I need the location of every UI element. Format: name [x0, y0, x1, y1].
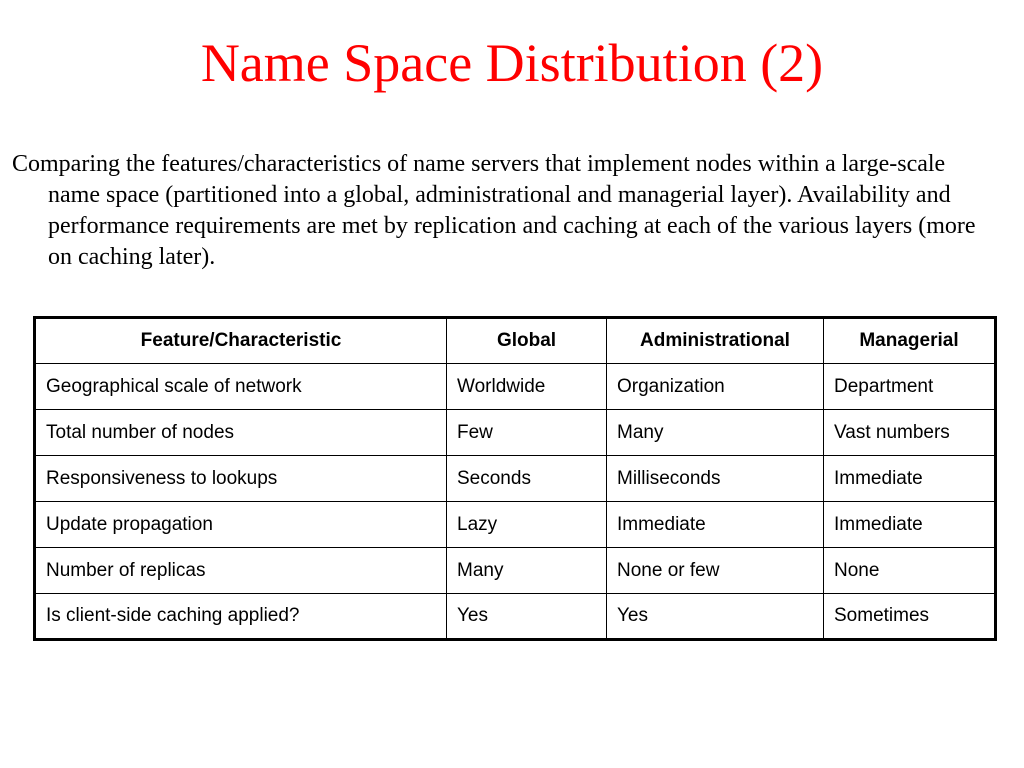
table-row	[35, 364, 996, 410]
cell-managerial: Sometimes	[824, 594, 996, 640]
cell-global: Lazy	[447, 502, 607, 548]
cell-feature: Update propagation	[35, 502, 447, 548]
intro-paragraph: Comparing the features/characteristics of name servers that implement nodes within a large-scale name space (partitioned into a global, administrational and managerial layer). Availability and performance requirements are met by replication and caching at each of the various layers (more on caching later).	[12, 151, 976, 270]
header-global: Global	[447, 318, 607, 364]
cell-administrational: Yes	[607, 594, 824, 640]
cell-managerial: None	[824, 548, 996, 594]
table-row	[35, 594, 996, 640]
table-row	[35, 502, 996, 548]
cell-feature: Total number of nodes	[35, 410, 447, 456]
features-table	[33, 316, 997, 641]
cell-global: Seconds	[447, 456, 607, 502]
cell-administrational: Milliseconds	[607, 456, 824, 502]
cell-administrational: Immediate	[607, 502, 824, 548]
header-feature: Feature/Characteristic	[35, 318, 447, 364]
table-row	[35, 410, 996, 456]
table-row	[35, 456, 996, 502]
cell-global: Many	[447, 548, 607, 594]
cell-administrational: Many	[607, 410, 824, 456]
cell-managerial: Immediate	[824, 502, 996, 548]
cell-managerial: Vast numbers	[824, 410, 996, 456]
features-table-container	[33, 316, 994, 641]
cell-feature: Is client-side caching applied?	[35, 594, 447, 640]
header-administrational: Administrational	[607, 318, 824, 364]
slide-title: Name Space Distribution (2)	[200, 33, 824, 93]
header-managerial: Managerial	[824, 318, 996, 364]
cell-administrational: None or few	[607, 548, 824, 594]
table-header-row	[35, 318, 996, 364]
table-row	[35, 548, 996, 594]
cell-administrational: Organization	[607, 364, 824, 410]
cell-managerial: Department	[824, 364, 996, 410]
cell-feature: Geographical scale of network	[35, 364, 447, 410]
cell-managerial: Immediate	[824, 456, 996, 502]
cell-global: Yes	[447, 594, 607, 640]
cell-global: Few	[447, 410, 607, 456]
cell-feature: Number of replicas	[35, 548, 447, 594]
cell-feature: Responsiveness to lookups	[35, 456, 447, 502]
cell-global: Worldwide	[447, 364, 607, 410]
